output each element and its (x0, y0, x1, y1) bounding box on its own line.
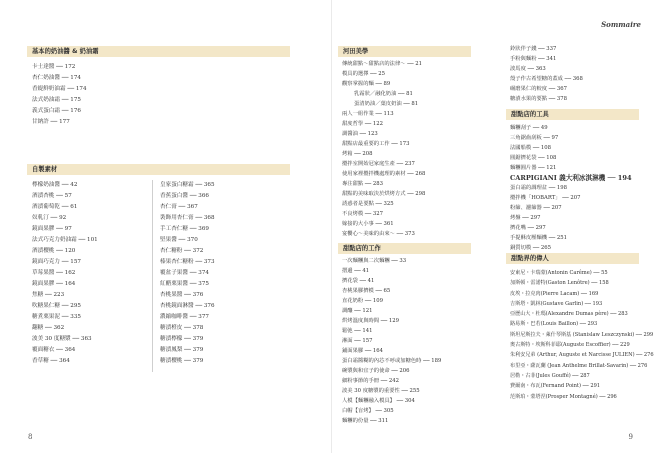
list-item: 鏡面果膠 ── 164 (32, 281, 76, 287)
list-item: 居勒・古菲(Jules Gouffé) ── 287 (510, 372, 590, 379)
bakery-entry-list (342, 59, 425, 239)
list-item: 義式蛋白霜 ── 176 (32, 108, 81, 114)
list-item: 裝飾用杏仁膏 ── 368 (160, 215, 215, 221)
list-item: 烘烤溫度與時間 ── 129 (342, 318, 399, 324)
list-item: 手提酥皮壓麵機 ── 251 (510, 235, 567, 241)
list-item: 專注甜點 ── 283 (342, 181, 384, 187)
list-item: 焦糖 ── 223 (32, 292, 65, 298)
list-item: 甜點店最重要的工作 ── 173 (342, 141, 410, 147)
list-item: 杏仁奶油醬 ── 174 (32, 75, 81, 81)
list-item: 一次麵糰與二次麵糰 ── 33 (342, 258, 407, 264)
list-item: 鏡面果膠 ── 97 (32, 226, 72, 232)
list-item: 手粉與麵粉 ── 341 (510, 56, 557, 62)
list-item: 糖漬橙皮 ── 378 (160, 325, 204, 331)
list-item: 草莓果醬 ── 162 (32, 270, 76, 276)
list-item: 朱利安兄弟 (Arthur, Auguste et Narcisse JULIEN) ── 276 (510, 352, 654, 359)
list-item: 殼子作古希望糖的蓋成 ── 368 (510, 76, 583, 82)
list-item: 甜度哲學 ── 122 (342, 121, 384, 127)
list-item: 三角鋸齒刮板 ── 97 (510, 135, 559, 141)
list-item: 人模【麵糰融入模具】 ── 304 (342, 398, 415, 404)
list-item: 攪拌機「HOBART」 ── 207 (510, 195, 581, 201)
list-item: 酒漬葡萄乾 ── 61 (32, 204, 78, 210)
list-item: 波美 30 度糖漿的重要性 ── 255 (342, 388, 420, 394)
list-item: 吹糖果仁糖 ── 295 (32, 303, 81, 309)
list-item: 甘納許 ── 177 (32, 119, 70, 125)
list-item: 卡士達醬 ── 172 (32, 64, 76, 70)
list-item: 麵糰圓片器 ── 121 (510, 165, 557, 171)
section-header-work: 甜點店的工作 (338, 243, 471, 254)
people-entry-list (510, 268, 654, 402)
section-header-people: 甜點界的偉人 (506, 253, 639, 264)
list-item: 兩人一組作業 ── 113 (342, 111, 394, 117)
list-item: 碾磨果仁的較度 ── 367 (510, 86, 567, 92)
homemade-col1-list (32, 180, 98, 367)
gutter-divider (331, 0, 332, 453)
list-item: 嫁接的大小事 ── 361 (342, 221, 394, 227)
list-item: 麵糰的份量 ── 311 (342, 418, 389, 424)
list-item: 布里亞・薩瓦蘭 (Jean Anthelme Brillat-Savarin) ── 276 (510, 362, 648, 369)
list-item: 杏桃果膠擠模 ── 65 (342, 288, 391, 294)
page-number-right: 9 (628, 433, 633, 441)
list-item: 白帽【盲烤】 ── 305 (342, 408, 394, 414)
list-item: 糖煮栗果泥 ── 335 (32, 314, 81, 320)
list-item: 烤盤 ── 297 (510, 215, 541, 221)
list-item: 皮埃・拉克肉(Pierre Lacam) ── 169 (510, 290, 599, 297)
list-item: 調醬油 ── 123 (342, 131, 378, 137)
list-item: 糖漬檸檬 ── 379 (160, 336, 204, 342)
list-item: 烤箱 ── 208 (342, 151, 373, 157)
list-item: 傳統甜點～甜點店的法律～ ── 21 (342, 61, 423, 67)
list-item: 使用家裡攪拌機處理的素材 ── 268 (342, 171, 426, 177)
list-item: 細粉事節的手冊 ── 242 (342, 378, 399, 384)
list-item: 糖漬櫻桃 ── 379 (160, 358, 204, 364)
list-item: 費爾南・布瓦(Fernand Point) ── 291 (510, 383, 601, 390)
list-item: 安東尼・卡瑞蒙(Antonin Carême) ── 55 (510, 270, 608, 276)
list-item: 皇家蛋白糖霜 ── 365 (160, 182, 215, 188)
list-item: 圓鋸擠花袋 ── 108 (510, 155, 557, 161)
running-head: Sommaire (601, 20, 641, 29)
list-item: 覆盆子果醬 ── 374 (160, 270, 209, 276)
list-item: 斯坦尼斯拉夫・萊什琴斯基 (Stanislaw Leszczynski) ── 299 (510, 331, 654, 338)
list-item: 波馬度 ── 363 (510, 66, 546, 72)
list-item: 擠花袋 ── 41 (342, 278, 375, 284)
list-item: 觀察掌握的麵 ── 89 (342, 81, 391, 87)
list-item: 堅果醬 ── 370 (160, 237, 198, 243)
list-item: 杏仁膏 ── 367 (160, 204, 198, 210)
homemade-col2-list (160, 180, 215, 367)
list-item: 麵糰刮子 ── 49 (510, 125, 548, 131)
tools-entry-list (510, 123, 632, 253)
list-item: 摺邊 ── 41 (342, 268, 370, 274)
list-item: 攪拌室開始冠家庭生產 ── 237 (342, 161, 415, 167)
list-item: 不良烤模 ── 327 (342, 211, 384, 217)
list-item: 杏桃果醬 ── 376 (160, 292, 204, 298)
list-item: 范斯珀・蒙塔涅(Prosper Montagné) ── 296 (510, 393, 617, 400)
cream-entry-list (32, 62, 87, 128)
section-header-homemade: 自製素材 (27, 164, 290, 175)
section-header-bakery: 河田美學 (338, 46, 471, 57)
list-item: 法國船模 ── 108 (510, 145, 552, 151)
list-item: 銅質切模 ── 265 (510, 245, 552, 251)
list-item: 鬆弛 ── 141 (342, 328, 373, 334)
list-item: CARPIGIANI 義大利冰淇淋機 ── 194 (510, 174, 632, 182)
work-entry-list (342, 256, 441, 426)
list-item: 淋面 ── 157 (342, 338, 373, 344)
list-item: 宴饗心～美味的由來～ ── 373 (342, 231, 415, 237)
page-number-left: 8 (28, 433, 33, 441)
list-item: 酒漬杏桃 ── 57 (32, 193, 72, 199)
materials-entry-list (510, 44, 583, 104)
list-item: 鋪面果膠 ── 164 (342, 348, 384, 354)
list-item: 蛋白霜的調理盆 ── 198 (510, 185, 567, 191)
list-item: 奧古斯特・埃斯科菲耶(Auguste Escoffier) ── 229 (510, 342, 630, 349)
list-item: 蛋清奶油／葉皮奶油 ── 81 (354, 101, 419, 107)
list-item: 粉篩、濾篩器 ── 207 (510, 205, 562, 211)
list-item: 翻糖 ── 362 (32, 325, 65, 331)
list-item: 香蕉蛋白醬 ── 366 (160, 193, 209, 199)
list-item: 香草糖 ── 364 (32, 358, 70, 364)
list-item: 手工杏仁糖 ── 369 (160, 226, 209, 232)
list-item: 榛果杏仁糖粉 ── 373 (160, 259, 215, 265)
list-item: 濃縮咖啡醬 ── 377 (160, 314, 209, 320)
list-item: 鈴狀伴子錢 ── 337 (510, 46, 557, 52)
list-item: 法式奶油霜 ── 175 (32, 97, 81, 103)
section-header-cream: 基本的奶油醬 & 奶油霜 (27, 46, 290, 57)
section-header-tools: 甜點店的工具 (506, 109, 639, 120)
list-item: 蛋白霜醬糊的內芯不呼或加糖色時 ── 189 (342, 358, 442, 364)
list-item: 覆面糖衣 ── 364 (32, 347, 76, 353)
list-item: 加斯頓・雷諾特(Gaston Lenôtre) ── 158 (510, 280, 609, 287)
list-item: 檸檬奶油醬 ── 42 (32, 182, 78, 188)
list-item: 擠花嘴 ── 297 (510, 225, 546, 231)
list-item: 誘惑者是要點 ── 325 (342, 201, 394, 207)
list-item: 直花奶粉 ── 109 (342, 298, 384, 304)
column-divider (152, 180, 153, 372)
list-item: 杏桃鏡面淋醬 ── 376 (160, 303, 215, 309)
list-item: 紅醋栗果醬 ── 375 (160, 281, 209, 287)
list-item: 路易斯・巴若(Louis Baillon) ── 293 (510, 321, 598, 328)
list-item: 酒漬櫻桃 ── 120 (32, 248, 76, 254)
list-item: 杏仁糖粉 ── 372 (160, 248, 204, 254)
list-item: 亞歷山大・杜瑪(Alexandre Dumas père) ── 283 (510, 311, 628, 318)
list-item: 碗漿與和宜子的使命 ── 206 (342, 368, 410, 374)
list-item: 吉斯塔・凱林(Gustave Garlin) ── 193 (510, 300, 603, 307)
list-item: 乳霜狀／融化奶油 ── 81 (354, 91, 413, 97)
list-item: 糖漬水果的要點 ── 378 (510, 96, 567, 102)
list-item: 奴軋汀 ── 92 (32, 215, 67, 221)
list-item: 鏡面巧克力 ── 157 (32, 259, 81, 265)
list-item: 法式巧克力奶油霜 ── 101 (32, 237, 98, 243)
list-item: 糖漬鳳梨 ── 379 (160, 347, 204, 353)
list-item: 模具的選擇 ── 25 (342, 71, 385, 77)
list-item: 甜點的美味取決於烘烤方式 ── 298 (342, 191, 426, 197)
list-item: 波美 30 度糖漿 ── 363 (32, 336, 92, 342)
list-item: 香緹鮮奶油霜 ── 174 (32, 86, 87, 92)
list-item: 調釀 ── 121 (342, 308, 373, 314)
